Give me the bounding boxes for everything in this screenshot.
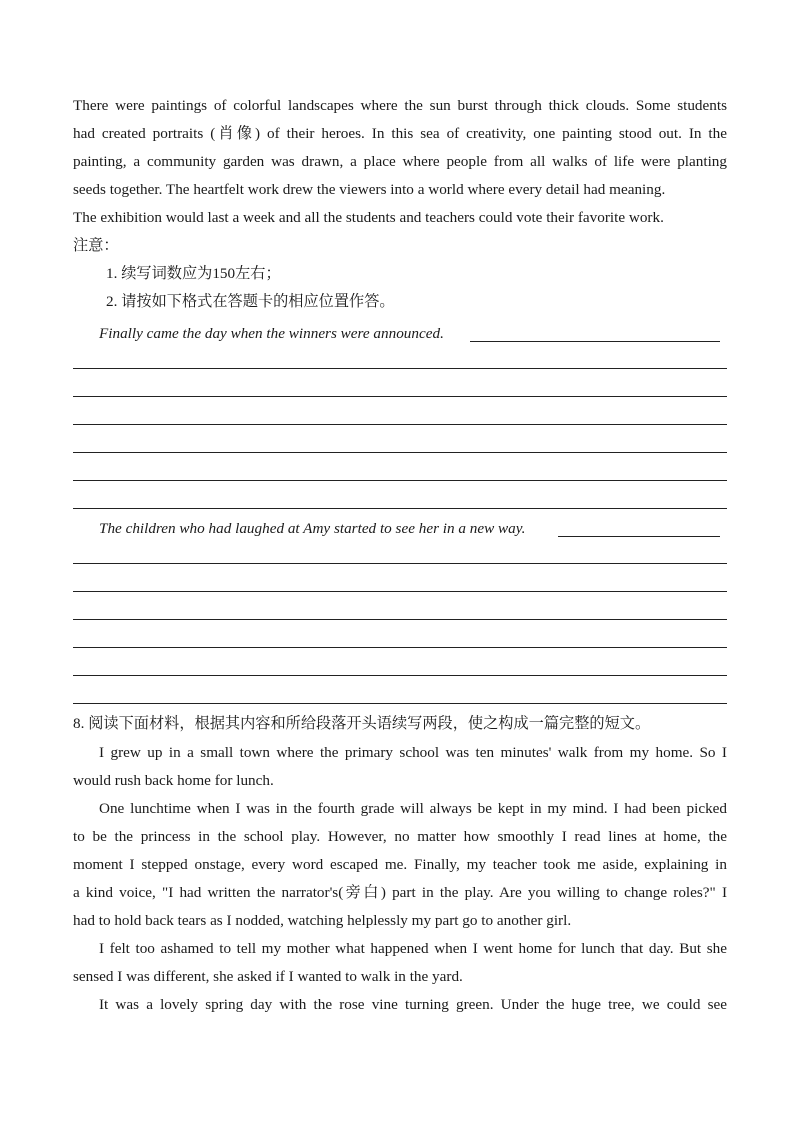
paragraph-starter-1: Finally came the day when the winners were announced. — [99, 325, 444, 342]
writing-line[interactable] — [73, 703, 727, 704]
starter-1-blank[interactable] — [470, 341, 720, 342]
passage-line-6: a kind voice, "I had written the narrator's(旁白) part in the play. Are you willing to change roles?" I — [73, 884, 727, 901]
intro-line-1: There were paintings of colorful landscapes where the sun burst through thick clouds. Some students — [73, 97, 727, 114]
intro-line-4: seeds together. The heartfelt work drew the viewers into a world where every detail had meaning. — [73, 181, 666, 198]
writing-line[interactable] — [73, 396, 727, 397]
passage-line-3: One lunchtime when I was in the fourth grade will always be kept in my mind. I had been picked — [99, 800, 727, 817]
writing-line[interactable] — [73, 368, 727, 369]
notice-label: 注意： — [73, 237, 119, 254]
passage-line-2: would rush back home for lunch. — [73, 772, 274, 789]
writing-line[interactable] — [73, 508, 727, 509]
writing-line[interactable] — [73, 563, 727, 564]
passage-line-10: It was a lovely spring day with the rose vine turning green. Under the huge tree, we could see — [99, 996, 727, 1013]
paragraph-starter-2: The children who had laughed at Amy started to see her in a new way. — [99, 520, 526, 537]
notice-item-2: 2. 请按如下格式在答题卡的相应位置作答。 — [106, 293, 395, 310]
passage-line-5: moment I stepped onstage, every word escaped me. Finally, my teacher took me aside, explaining in — [73, 856, 727, 873]
writing-line[interactable] — [73, 675, 727, 676]
starter-2-blank[interactable] — [558, 536, 720, 537]
writing-line[interactable] — [73, 452, 727, 453]
writing-line[interactable] — [73, 591, 727, 592]
writing-line[interactable] — [73, 480, 727, 481]
writing-line[interactable] — [73, 424, 727, 425]
passage-line-7: had to hold back tears as I nodded, watching helplessly my part go to another girl. — [73, 912, 572, 929]
passage-line-1: I grew up in a small town where the primary school was ten minutes' walk from my home. So I — [99, 744, 727, 761]
passage-line-8: I felt too ashamed to tell my mother what happened when I went home for lunch that day. But she — [99, 940, 727, 957]
intro-line-2: had created portraits (肖像) of their heroes. In this sea of creativity, one painting stood out. In the — [73, 125, 727, 142]
passage-line-4: to be the princess in the school play. However, no matter how smoothly I read lines at home, the — [73, 828, 727, 845]
notice-item-1: 1. 续写词数应为150左右； — [106, 265, 281, 282]
passage-line-9: sensed I was different, she asked if I wanted to walk in the yard. — [73, 968, 463, 985]
writing-line[interactable] — [73, 647, 727, 648]
intro-line-3: painting, a community garden was drawn, a place where people from all walks of life were planting — [73, 153, 727, 170]
writing-line[interactable] — [73, 619, 727, 620]
question-8-heading: 8. 阅读下面材料，根据其内容和所给段落开头语续写两段，使之构成一篇完整的短文。 — [73, 715, 651, 732]
intro-line-5: The exhibition would last a week and all the students and teachers could vote their favorite work. — [73, 209, 664, 226]
